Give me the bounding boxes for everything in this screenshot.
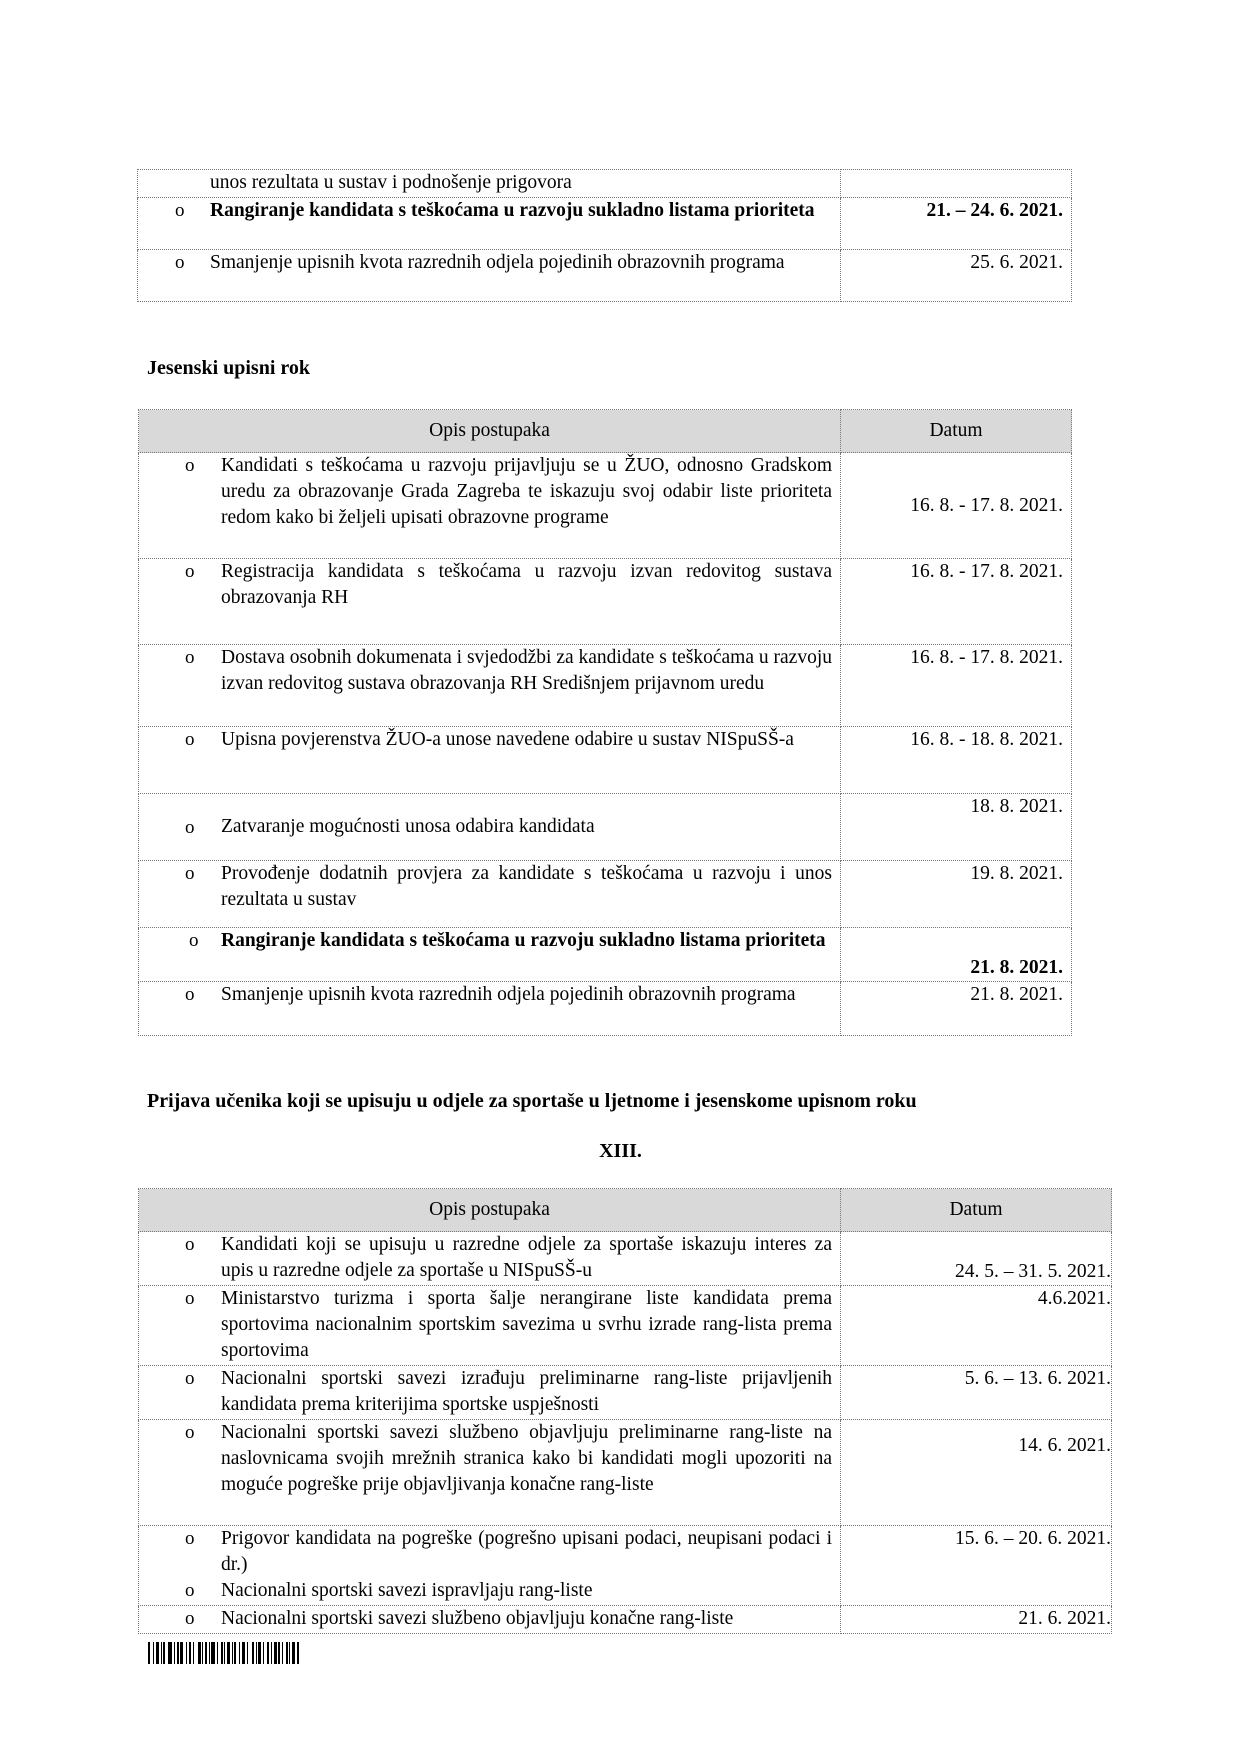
row-text: Provođenje dodatnih provjera za kandidate s teškoćama u razvoju i unos rezultata u sustav <box>221 863 832 910</box>
row-description <box>139 861 841 928</box>
row-text: Ministarstvo turizma i sporta šalje nerangirane liste kandidata prema sportovima nacionalnim sportskim savezima u svrhu izrade rang-lista prema sportovima <box>221 1288 832 1361</box>
bullet-icon: o <box>185 561 195 582</box>
table-header-row <box>139 410 1072 453</box>
row-description <box>139 928 841 982</box>
bullet-icon: o <box>185 1608 195 1629</box>
row-date: 24. 5. – 31. 5. 2021. <box>841 1232 1112 1286</box>
section-heading-autumn: Jesenski upisni rok <box>147 357 311 379</box>
row-description <box>139 1366 841 1420</box>
row-text: Dostava osobnih dokumenata i svjedodžbi za kandidate s teškoćama u razvoju izvan redovitog sustava obrazovanja RH Središnjem prijavnom uredu <box>221 647 832 694</box>
row-date: 25. 6. 2021. <box>841 250 1072 302</box>
row-description <box>139 1606 841 1634</box>
table-header-row <box>139 1189 1112 1232</box>
table-row <box>139 1232 1112 1286</box>
row-date: 5. 6. – 13. 6. 2021. <box>841 1366 1112 1420</box>
table-row <box>139 794 1072 861</box>
row-date <box>841 170 1072 198</box>
row-date: 16. 8. - 17. 8. 2021. <box>841 453 1072 559</box>
bullet-icon: o <box>185 817 195 838</box>
table-row <box>139 1366 1112 1420</box>
row-date: 16. 8. - 18. 8. 2021. <box>841 727 1072 794</box>
row-description <box>139 982 841 1036</box>
row-text: Smanjenje upisnih kvota razrednih odjela pojedinih obrazovnih programa <box>210 252 785 273</box>
row-date: 21. 6. 2021. <box>841 1606 1112 1634</box>
row-date: 4.6.2021. <box>841 1286 1112 1366</box>
row-text: Zatvaranje mogućnosti unosa odabira kandidata <box>221 816 595 837</box>
table-summer-continuation <box>137 169 1072 302</box>
row-text: Registracija kandidata s teškoćama u razvoju izvan redovitog sustava obrazovanja RH <box>221 561 832 608</box>
row-date: 16. 8. - 17. 8. 2021. <box>841 559 1072 645</box>
row-description <box>138 250 841 302</box>
bullet-icon: o <box>185 863 195 884</box>
barcode-icon <box>148 1642 338 1664</box>
table-row <box>139 1606 1112 1634</box>
bullet-icon: o <box>175 252 185 273</box>
row-text: Kandidati s teškoćama u razvoju prijavljuju se u ŽUO, odnosno Gradskom uredu za obrazovanje Grada Zagreba te iskazuju svoj odabir liste prioriteta redom kako bi željeli upisati obrazovne programe <box>221 455 832 528</box>
bullet-icon: o <box>185 1422 195 1443</box>
row-text: Kandidati koji se upisuju u razredne odjele za sportaše iskazuju interes za upis u razredne odjele za sportaše u NISpuSŠ-u <box>221 1234 832 1281</box>
bullet-icon: o <box>185 1234 195 1255</box>
column-header-description: Opis postupaka <box>139 1189 841 1232</box>
row-date: 16. 8. - 17. 8. 2021. <box>841 645 1072 727</box>
row-date: 21. – 24. 6. 2021. <box>841 198 1072 250</box>
row-date: 21. 8. 2021. <box>841 982 1072 1036</box>
row-text: Nacionalni sportski savezi službeno objavljuju preliminarne rang-liste na naslovnicama svojih mrežnih stranica kako bi kandidati mogli upozoriti na moguće pogreške prije objavljivanja konačne rang-liste <box>221 1422 832 1495</box>
column-header-date: Datum <box>841 1189 1112 1232</box>
row-text: Upisna povjerenstva ŽUO-a unose navedene odabire u sustav NISpuSŠ-a <box>221 729 794 750</box>
table-row <box>138 250 1072 302</box>
row-date: 21. 8. 2021. <box>841 928 1072 982</box>
row-description <box>139 559 841 645</box>
table-row <box>139 928 1072 982</box>
bullet-icon: o <box>185 1580 195 1601</box>
row-date: 19. 8. 2021. <box>841 861 1072 928</box>
row-text: Nacionalni sportski savezi izrađuju preliminarne rang-liste prijavljenih kandidata prema kriterijima sportske uspješnosti <box>221 1368 832 1415</box>
table-row <box>139 453 1072 559</box>
bullet-icon: o <box>175 200 185 221</box>
row-text: Smanjenje upisnih kvota razrednih odjela pojedinih obrazovnih programa <box>221 984 796 1005</box>
bullet-icon: o <box>185 729 195 750</box>
table-row <box>139 861 1072 928</box>
table-row <box>138 170 1072 198</box>
table-row <box>139 1420 1112 1526</box>
table-row <box>139 559 1072 645</box>
table-autumn <box>138 409 1072 1036</box>
row-text: unos rezultata u sustav i podnošenje prigovora <box>210 172 572 193</box>
column-header-description: Opis postupaka <box>139 410 841 453</box>
bullet-icon: o <box>185 1368 195 1389</box>
bullet-icon: o <box>185 647 195 668</box>
row-description <box>139 1286 841 1366</box>
table-row <box>138 198 1072 250</box>
section-numeral: XIII. <box>599 1140 642 1162</box>
table-row <box>139 645 1072 727</box>
table-row <box>139 1526 1112 1606</box>
row-date: 18. 8. 2021. <box>841 794 1072 861</box>
row-text: Prigovor kandidata na pogreške (pogrešno upisani podaci, neupisani podaci i dr.) <box>221 1528 832 1575</box>
row-description <box>139 453 841 559</box>
row-text: Nacionalni sportski savezi ispravljaju rang-liste <box>221 1580 593 1601</box>
row-description <box>139 1420 841 1526</box>
row-description <box>139 727 841 794</box>
row-description <box>138 170 841 198</box>
section-heading-sport: Prijava učenika koji se upisuju u odjele za sportaše u ljetnome i jesenskome upisnom roku <box>147 1090 917 1112</box>
table-row <box>139 1286 1112 1366</box>
bullet-icon: o <box>185 1288 195 1309</box>
row-text: Nacionalni sportski savezi službeno objavljuju konačne rang-liste <box>221 1608 734 1629</box>
column-header-date: Datum <box>841 410 1072 453</box>
table-row <box>139 982 1072 1036</box>
row-date: 14. 6. 2021. <box>841 1420 1112 1526</box>
row-text: Rangiranje kandidata s teškoćama u razvoju sukladno listama prioriteta <box>221 930 826 951</box>
row-description <box>139 645 841 727</box>
row-description <box>139 1526 841 1606</box>
bullet-icon: o <box>185 984 195 1005</box>
bullet-icon: o <box>185 455 195 476</box>
row-description <box>139 794 841 861</box>
row-text: Rangiranje kandidata s teškoćama u razvoju sukladno listama prioriteta <box>210 200 815 221</box>
bullet-icon: o <box>185 1528 195 1549</box>
row-description <box>138 198 841 250</box>
table-sport <box>138 1188 1112 1634</box>
table-row <box>139 727 1072 794</box>
row-date: 15. 6. – 20. 6. 2021. <box>841 1526 1112 1606</box>
row-description <box>139 1232 841 1286</box>
bullet-icon: o <box>189 930 199 951</box>
